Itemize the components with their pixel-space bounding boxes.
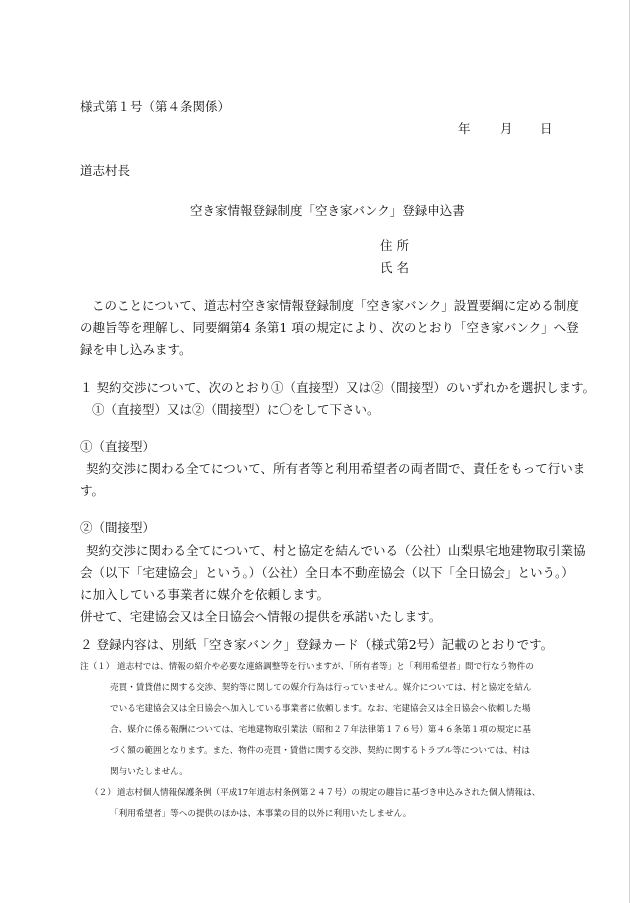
date-day-label: 日 [540, 121, 553, 136]
direct-type-line: 契約交渉に関わる全てについて、所有者等と利用希望者の両者間で、責任をもって行いま [86, 461, 586, 476]
note-2-line: 道志村個人情報保護条例（平成17年道志村条例第２４７号）の規定の趣旨に基づき申込みされた個人情報は、 [117, 788, 541, 798]
note-1-line: 売買・賃貸借に関する交渉、契約等に関しての媒介行為は行っていません。媒介については、村と協定を結ん [110, 683, 532, 693]
note-1-line: 関与いたしません。 [110, 767, 188, 777]
note-1-label: 注（１） [80, 662, 115, 672]
note-1-line: づく額の範囲となります。また、物件の売買・賃借に関する交渉、契約に関するトラブル等については、村は [110, 746, 530, 756]
direct-type-line: す。 [80, 483, 105, 498]
intro-line: の趣旨等を理解し、同要綱第4 条第1 項の規定により、次のとおり「空き家バンク」へ登 [80, 320, 579, 335]
addressee: 道志村長 [80, 163, 131, 178]
note-1-line: でいる宅建協会又は全日協会へ加入している事業者に依頼します。なお、宅建協会又は全日協会へ依頼した場 [110, 704, 531, 714]
intro-line: このことについて、道志村空き家情報登録制度「空き家バンク」設置要綱に定める制度 [92, 298, 579, 313]
address-label: 住 所 [380, 238, 409, 253]
note-2-line: 「利用希望者」等への提供のほかは、本事業の目的以外に利用いたしません。 [110, 809, 412, 819]
item-1-instruction: ①（直接型）又は②（間接型）に〇をして下さい。 [92, 402, 380, 417]
document-title: 空き家情報登録制度「空き家バンク」登録申込書 [190, 203, 465, 218]
form-number: 様式第１号（第４条関係） [80, 99, 231, 114]
intro-line: 録を申し込みます。 [80, 342, 192, 357]
item-1-text: １ 契約交渉について、次のとおり①（直接型）又は②（間接型）のいずれかを選択します。 [80, 380, 595, 395]
indirect-type-line: 会（以下「宅建協会」という。）（公社）全日本不動産協会（以下「全日協会」という。） [80, 565, 574, 580]
direct-type-heading: ①（直接型） [80, 439, 156, 454]
date-year-label: 年 [458, 121, 471, 136]
note-1-line: 道志村では、情報の紹介や必要な連絡調整等を行いますが、「所有者等」と「利用希望者」間で行なう物件の [117, 662, 534, 672]
indirect-type-line: 併せて、宅建協会又は全日協会へ情報の提供を承諾いたします。 [80, 609, 442, 624]
name-label: 氏 名 [380, 260, 409, 275]
note-2-label: （２） [90, 788, 116, 798]
indirect-type-heading: ②（間接型） [80, 520, 156, 535]
note-1-line: 合、媒介に係る報酬については、宅地建物取引業法（昭和２７年法律第１７６号）第４６条第１項の規定に基 [110, 725, 531, 735]
indirect-type-line: 契約交渉に関わる全てについて、村と協定を結んでいる（公社）山梨県宅地建物取引業協 [86, 543, 586, 558]
indirect-type-line: に加入している事業者に媒介を依頼します。 [80, 587, 330, 602]
date-month-label: 月 [500, 121, 513, 136]
item-2-text: ２ 登録内容は、別紙「空き家バンク」登録カード（様式第2号）記載のとおりです。 [80, 637, 554, 652]
